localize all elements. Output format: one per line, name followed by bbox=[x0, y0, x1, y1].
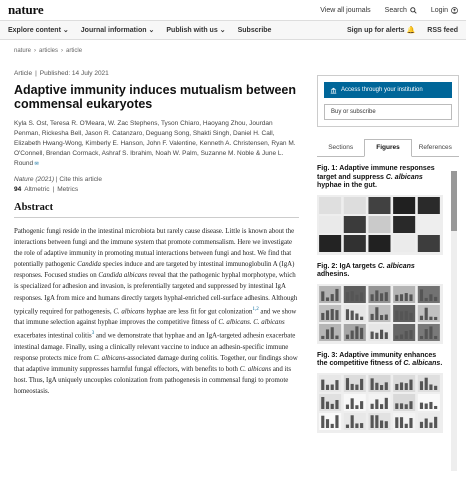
caption-segment: adhesins. bbox=[317, 271, 350, 278]
figure-mini-bar bbox=[395, 335, 398, 338]
figure-mini-bar bbox=[321, 335, 324, 338]
breadcrumb-articles[interactable]: articles bbox=[39, 48, 59, 54]
figure-mini-bar bbox=[395, 310, 398, 319]
figure-mini-bar bbox=[429, 326, 432, 339]
search-label: Search bbox=[384, 6, 407, 14]
figure-panel bbox=[319, 197, 341, 214]
figure-mini-bar bbox=[346, 334, 349, 338]
abstract-segment: . bbox=[249, 319, 254, 327]
publish-with-us-menu[interactable] bbox=[166, 26, 225, 34]
figure-mini-bar bbox=[321, 312, 324, 319]
figure-mini-bar bbox=[371, 331, 374, 338]
figure-caption[interactable] bbox=[317, 263, 443, 280]
figure-panel bbox=[319, 235, 341, 252]
figure-panel bbox=[319, 216, 341, 233]
figure-mini-bar bbox=[434, 316, 437, 319]
abstract-segment: and we show that immune selection against hyphae improves the competitive fitness of bbox=[14, 307, 297, 327]
nature-logo[interactable]: nature bbox=[8, 2, 44, 17]
rss-feed-link[interactable] bbox=[427, 27, 458, 34]
figure-mini-bar bbox=[405, 310, 408, 319]
figure-panel bbox=[418, 197, 440, 214]
metrics-line bbox=[14, 186, 299, 193]
chevron-down-icon: ⌄ bbox=[148, 27, 155, 34]
figure-mini-bar bbox=[375, 382, 378, 389]
figure-mini-bar bbox=[326, 384, 329, 389]
figure-mini-bar bbox=[335, 415, 338, 428]
figure-mini-bar bbox=[326, 297, 329, 301]
search-icon bbox=[410, 7, 417, 14]
figure-mini-bar bbox=[351, 398, 354, 409]
figure-mini-bar bbox=[331, 403, 334, 408]
abstract-segment: Pathogenic fungi reside in the intestinal microbiota but rarely cause disease. Little is known about the interactions between fungi and the immune system that promote commensalism. Here we investigate the role of adaptive immunity in promoting mutual interactions between fungi and host. We find that potentially pathogenic bbox=[14, 228, 295, 269]
figure-mini-bar bbox=[355, 313, 358, 319]
nav-right-group bbox=[347, 26, 458, 34]
figure-graphic bbox=[317, 284, 443, 344]
chevron-down-icon: ⌄ bbox=[62, 27, 69, 34]
italic-term: Candida albicans bbox=[98, 272, 148, 280]
bell-icon: 🔔 bbox=[406, 27, 416, 34]
figure-mini-bar bbox=[420, 421, 423, 427]
figure-mini-bar bbox=[429, 384, 432, 390]
figure-mini-bar bbox=[425, 377, 428, 389]
figure-panel bbox=[418, 216, 440, 233]
figure-panel bbox=[393, 216, 415, 233]
figure-thumbnail[interactable] bbox=[317, 284, 443, 344]
abstract-segment: hyphae are less fit for gut colonization bbox=[144, 307, 253, 315]
caption-segment: Fig. 2: IgA targets bbox=[317, 262, 378, 270]
figure-mini-bar bbox=[409, 379, 412, 389]
figure-mini-bar bbox=[405, 423, 408, 427]
figure-mini-bar bbox=[420, 315, 423, 319]
buy-or-subscribe-button[interactable] bbox=[324, 104, 452, 120]
figure-mini-bar bbox=[434, 416, 437, 427]
figure-mini-bar bbox=[405, 383, 408, 390]
buy-label: Buy or subscribe bbox=[331, 109, 376, 115]
figure-mini-bar bbox=[400, 294, 403, 301]
figure-mini-bar bbox=[429, 316, 432, 319]
citation-superscript[interactable]: 3 bbox=[91, 331, 95, 337]
figure-mini-bar bbox=[326, 419, 329, 428]
figure-mini-bar bbox=[371, 378, 374, 390]
article-main bbox=[14, 70, 299, 397]
article-type: Article bbox=[14, 70, 33, 77]
figure-mini-bar bbox=[434, 296, 437, 300]
italic-term: C. albicans bbox=[403, 360, 441, 367]
figure-mini-bar bbox=[335, 288, 338, 300]
figure-mini-bar bbox=[326, 401, 329, 408]
meta-separator: | bbox=[35, 70, 37, 77]
publish-label: Publish with us bbox=[166, 26, 218, 34]
figure-caption[interactable] bbox=[317, 352, 443, 369]
figure-mini-bar bbox=[409, 312, 412, 319]
figure-mini-bar bbox=[429, 401, 432, 408]
figure-mini-bar bbox=[321, 415, 324, 427]
figure-panel bbox=[344, 197, 366, 214]
figure-mini-bar bbox=[400, 403, 403, 409]
scrollbar-thumb[interactable] bbox=[451, 171, 457, 231]
institution-access-button[interactable] bbox=[324, 82, 452, 98]
figure-mini-bar bbox=[434, 405, 437, 408]
figure-mini-bar bbox=[355, 423, 358, 428]
figure-mini-bar bbox=[355, 326, 358, 339]
figure-mini-bar bbox=[351, 415, 354, 428]
figure-mini-bar bbox=[385, 314, 388, 319]
breadcrumb-nature[interactable]: nature bbox=[14, 48, 32, 54]
figure-mini-bar bbox=[371, 294, 374, 301]
journal-cite: Nature (2021) bbox=[14, 176, 55, 183]
figure-mini-bar bbox=[351, 291, 354, 301]
figure-mini-bar bbox=[321, 379, 324, 389]
figure-panel bbox=[344, 216, 366, 233]
figure-mini-bar bbox=[385, 332, 388, 339]
figure-mini-bar bbox=[371, 313, 374, 319]
cite-separator: | bbox=[55, 176, 60, 183]
login-button[interactable] bbox=[431, 7, 458, 14]
figure-mini-bar bbox=[429, 294, 432, 301]
figure-mini-bar bbox=[380, 385, 383, 390]
figure-panel bbox=[368, 216, 390, 233]
chevron-right-icon: › bbox=[61, 48, 64, 54]
cite-this-article-link[interactable]: Cite this article bbox=[59, 176, 103, 183]
figure-mini-bar bbox=[335, 335, 338, 338]
alerts-signup-link[interactable] bbox=[347, 26, 415, 34]
figure-mini-bar bbox=[429, 422, 432, 427]
figure-mini-bar bbox=[355, 384, 358, 389]
figure-mini-bar bbox=[346, 292, 349, 301]
figure-mini-bar bbox=[425, 307, 428, 319]
italic-term: Candida bbox=[77, 261, 101, 269]
breadcrumb-article: article bbox=[66, 48, 83, 54]
figure-thumbnail[interactable] bbox=[317, 195, 443, 255]
italic-term: C. albicans bbox=[385, 173, 423, 181]
figure-mini-bar bbox=[409, 294, 412, 301]
figure-mini-bar bbox=[405, 404, 408, 409]
user-icon bbox=[451, 7, 458, 14]
figure-mini-bar bbox=[351, 330, 354, 338]
figure-mini-bar bbox=[346, 424, 349, 427]
figure-graphic bbox=[317, 195, 443, 255]
abstract-segment: species induce and are targeted by intestinal immunoglobulin A (IgA) responses. Focused studies on bbox=[14, 261, 295, 280]
figure-mini-bar bbox=[331, 423, 334, 427]
figure-mini-bar bbox=[351, 383, 354, 389]
login-label: Login bbox=[430, 6, 448, 14]
figure-mini-bar bbox=[351, 310, 354, 319]
altmetric-score: 94 bbox=[14, 186, 22, 193]
figure-mini-bar bbox=[409, 418, 412, 428]
view-all-journals-link[interactable]: View all journals bbox=[320, 6, 371, 14]
italic-term: C. albicans bbox=[239, 365, 272, 373]
search-button[interactable] bbox=[385, 7, 417, 14]
figure-mini-bar bbox=[434, 335, 437, 338]
figure-mini-bar bbox=[395, 383, 398, 389]
italic-term: C. albicans bbox=[113, 307, 145, 315]
figure-mini-bar bbox=[371, 403, 374, 408]
figure-mini-bar bbox=[405, 330, 408, 338]
figure-mini-bar bbox=[409, 401, 412, 409]
caption-segment: Fig. 3: Adaptive immunity enhances the competitive fitness of bbox=[317, 351, 437, 367]
figure-mini-bar bbox=[355, 294, 358, 300]
figure-panel bbox=[368, 235, 390, 252]
abstract-segment: -associated damage during colitis. Together, our findings show that adaptive immunity suppresses harmful fungal effectors, with benefits to both bbox=[14, 354, 298, 373]
figure-mini-bar bbox=[360, 378, 363, 389]
subscribe-link[interactable]: Subscribe bbox=[237, 26, 272, 34]
figure-mini-bar bbox=[360, 423, 363, 428]
figure-mini-bar bbox=[395, 403, 398, 409]
figure-graphic bbox=[317, 373, 443, 433]
journal-label: Journal information bbox=[80, 26, 147, 34]
figure-mini-bar bbox=[385, 382, 388, 390]
figure-mini-bar bbox=[420, 289, 423, 301]
figure-mini-bar bbox=[371, 415, 374, 428]
metrics-separator: | bbox=[52, 186, 55, 193]
abstract-segment: and we demonstrate that hyphae and an IgA-targeted adhesin exacerbate intestinal damage. Finally, using a clinically relevant vaccine to induce an adhesin-specific immune response protects mice from bbox=[14, 332, 296, 362]
citation-line bbox=[14, 176, 299, 183]
figure-mini-bar bbox=[425, 418, 428, 428]
article-title: Adaptive immunity induces mutualism between commensal eukaryotes bbox=[14, 83, 297, 111]
figure-mini-bar bbox=[425, 297, 428, 300]
figure-mini-bar bbox=[385, 397, 388, 408]
figure-caption[interactable] bbox=[317, 165, 443, 191]
institution-access-label: Access through your institution bbox=[341, 87, 423, 93]
figure-panel bbox=[418, 235, 440, 252]
figure-mini-bar bbox=[335, 380, 338, 390]
figure-panel bbox=[393, 235, 415, 252]
tab-sections[interactable]: Sections bbox=[328, 144, 354, 151]
abstract-heading: Abstract bbox=[14, 202, 299, 218]
figure-mini-bar bbox=[321, 291, 324, 301]
tab-references[interactable]: References bbox=[418, 144, 452, 151]
figure-mini-bar bbox=[346, 404, 349, 408]
article-meta bbox=[14, 70, 299, 77]
figure-mini-bar bbox=[395, 294, 398, 300]
figure-mini-bar bbox=[420, 381, 423, 390]
tab-figures[interactable]: Figures bbox=[364, 139, 411, 157]
figures-scrollbar[interactable] bbox=[451, 171, 457, 471]
figure-mini-bar bbox=[400, 311, 403, 320]
figure-mini-bar bbox=[360, 401, 363, 409]
figure-mini-bar bbox=[375, 290, 378, 301]
figure-mini-bar bbox=[425, 329, 428, 339]
author-names: Kyla S. Ost, Teresa R. O'Meara, W. Zac Stephens, Tyson Chiaro, Haoyang Zhou, Jourdan Penman, Rickesha Bell, Jason R. Catanzaro, Deguang Song, Shakti Singh, Daniel H. Call, Elizabeth Hwang-Wong, Kimberly E. Hanson, John F. Valentine, Kenneth A. Christensen, Ryan M. O'Connell, Brendan Cormack, Ashraf S. Ibrahim, Noah W. Palm, Suzanne M. Noble & June L. Round bbox=[14, 120, 296, 167]
figure-mini-bar bbox=[335, 310, 338, 320]
altmetric-link[interactable]: Altmetric bbox=[24, 186, 50, 193]
italic-term: C. albicans bbox=[218, 319, 250, 327]
figure-panel bbox=[368, 197, 390, 214]
figure-thumbnail[interactable] bbox=[317, 373, 443, 433]
figure-mini-bar bbox=[346, 309, 349, 320]
chevron-right-icon: › bbox=[34, 48, 37, 54]
top-utility-links bbox=[320, 7, 458, 14]
sidebar-tabs bbox=[317, 139, 459, 157]
figure-mini-bar bbox=[420, 402, 423, 408]
metrics-link[interactable]: Metrics bbox=[57, 186, 79, 193]
figure-mini-bar bbox=[380, 404, 383, 409]
abstract-segment: reveal that the pathogenic hyphal morphotype, which is specialized for adhesion and invasion, is preferentially targeted and suppressed by intestinal IgA responses. IgA from mice and humans directly targets hyphal-enriched cell-surface adhesins. Although typically required for pathogenesis, bbox=[14, 272, 298, 315]
institution-icon bbox=[330, 87, 337, 94]
article-sidebar bbox=[317, 75, 459, 433]
figure-mini-bar bbox=[331, 294, 334, 301]
figure-mini-bar bbox=[400, 382, 403, 390]
figure-mini-bar bbox=[400, 417, 403, 428]
figure-mini-bar bbox=[400, 334, 403, 339]
figure-panel bbox=[393, 197, 415, 214]
caption-segment: Fig. 1: Adaptive immune responses target and suppress bbox=[317, 165, 435, 181]
rss-label: RSS feed bbox=[427, 26, 458, 34]
figure-mini-bar bbox=[321, 396, 324, 408]
figure-mini-bar bbox=[331, 308, 334, 319]
figure-mini-bar bbox=[375, 332, 378, 338]
figure-mini-bar bbox=[326, 310, 329, 320]
figure-mini-bar bbox=[380, 293, 383, 301]
figure-mini-bar bbox=[375, 307, 378, 320]
figure-mini-bar bbox=[360, 292, 363, 301]
figure-mini-bar bbox=[385, 421, 388, 428]
figure-mini-bar bbox=[434, 385, 437, 389]
figure-mini-bar bbox=[375, 415, 378, 428]
figure-mini-bar bbox=[385, 292, 388, 301]
abstract-text bbox=[14, 226, 299, 397]
figure-mini-bar bbox=[420, 335, 423, 338]
figure-mini-bar bbox=[360, 316, 363, 319]
figure-mini-bar bbox=[326, 329, 329, 339]
main-nav bbox=[0, 20, 466, 40]
italic-term: C. albicans bbox=[377, 262, 415, 270]
figure-mini-bar bbox=[395, 417, 398, 428]
figures-panel bbox=[317, 165, 459, 433]
alerts-label: Sign up for alerts bbox=[346, 26, 405, 34]
figure-mini-bar bbox=[331, 327, 334, 339]
figure-mini-bar bbox=[331, 384, 334, 389]
italic-term: C. albicans bbox=[93, 354, 126, 362]
figure-mini-bar bbox=[355, 405, 358, 409]
figure-mini-bar bbox=[346, 378, 349, 390]
italic-term: C. albicans bbox=[253, 319, 285, 327]
chevron-down-icon: ⌄ bbox=[219, 27, 226, 34]
figure-mini-bar bbox=[405, 293, 408, 301]
orcid-icon: ✉ bbox=[33, 161, 39, 167]
breadcrumb bbox=[0, 40, 466, 54]
journal-information-menu[interactable] bbox=[81, 26, 155, 34]
abstract-segment: and its host. Thus, IgA uniquely uncouples colonization from pathogenesis in commensal fungi to promote homeostasis. bbox=[14, 365, 291, 395]
caption-segment: . bbox=[440, 360, 443, 367]
caption-segment: hyphae in the gut. bbox=[317, 182, 377, 189]
figure-mini-bar bbox=[380, 420, 383, 428]
figure-panel bbox=[344, 235, 366, 252]
figure-mini-bar bbox=[380, 315, 383, 320]
figure-mini-bar bbox=[409, 330, 412, 339]
figure-mini-bar bbox=[335, 399, 338, 408]
explore-label: Explore content bbox=[8, 26, 61, 34]
citation-superscript[interactable]: 1,2 bbox=[252, 306, 259, 312]
figure-mini-bar bbox=[360, 327, 363, 338]
author-list[interactable] bbox=[14, 119, 299, 169]
access-options bbox=[317, 75, 459, 127]
figure-mini-bar bbox=[375, 399, 378, 409]
figure-mini-bar bbox=[380, 329, 383, 338]
explore-content-menu[interactable] bbox=[8, 26, 69, 34]
abstract-segment: exacerbates intestinal colitis bbox=[14, 332, 92, 340]
published-date: Published: 14 July 2021 bbox=[39, 70, 109, 77]
top-bar bbox=[0, 0, 466, 20]
figure-mini-bar bbox=[425, 403, 428, 408]
